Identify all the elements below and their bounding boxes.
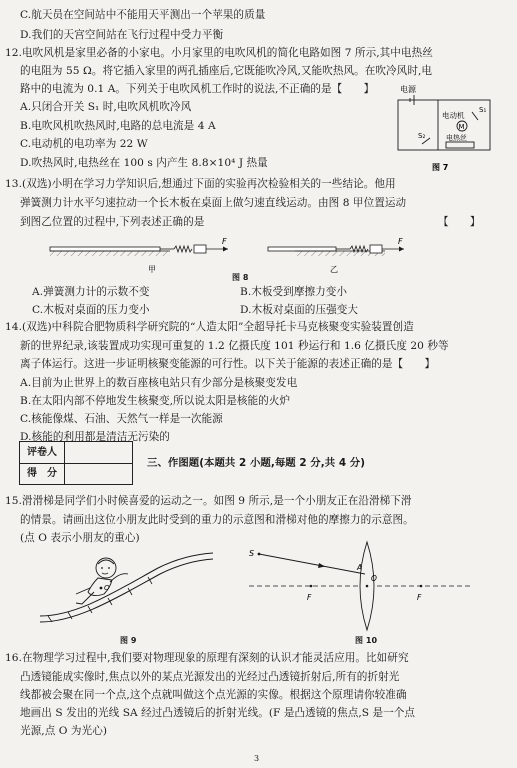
fig10-f-left-label: F bbox=[307, 593, 312, 602]
q12-stem-line1: 12.电吹风机是家里必备的小家电。小月家里的电吹风机的简化电路如图 7 所示,其中电热丝 bbox=[5, 47, 433, 59]
q13-stem-line2: 弹簧测力计水平匀速拉动一个长木板在桌面上做匀速直线运动。由图 8 甲位置运动 bbox=[20, 197, 407, 209]
figure-7-caption: 图 7 bbox=[432, 163, 449, 172]
figure-9-caption: 图 9 bbox=[120, 636, 137, 645]
child-head-icon bbox=[96, 558, 116, 578]
focus-right-point bbox=[420, 585, 423, 588]
switch-s2-label: S₂ bbox=[418, 132, 426, 140]
q12-option-b: B.电吹风机吹热风时,电路的总电流是 4 A bbox=[20, 120, 216, 132]
q14-option-d: D.核能的利用都是清洁无污染的 bbox=[20, 431, 170, 443]
q14-option-b: B.在太阳内部不停地发生核聚变,所以说太阳是核能的火炉 bbox=[20, 395, 291, 407]
q16-stem-line3: 线都被会聚在同一个点,这个点就叫做这个点光源的实像。根据这个原理请你较准确 bbox=[20, 689, 407, 701]
q13-option-a: A.弹簧测力计的示数不变 bbox=[32, 286, 150, 298]
q14-option-c: C.核能像煤、石油、天然气一样是一次能源 bbox=[20, 413, 223, 425]
fig10-f-right-label: F bbox=[417, 593, 422, 602]
q16-stem-line4: 地画出 S 发出的光线 SA 经过凸透镜后的折射光线。(F 是凸透镜的焦点,S 是一个点 bbox=[20, 707, 416, 719]
fig10-a-label: A bbox=[357, 563, 363, 572]
circuit-motor-label: 电动机 bbox=[442, 111, 465, 120]
circuit-heater-label: 电热丝 bbox=[446, 134, 467, 142]
fig8-force-label-yi: F bbox=[398, 237, 403, 246]
q13-answer-bracket: 【 】 bbox=[438, 216, 481, 228]
q12-option-c: C.电动机的电功率为 22 W bbox=[20, 138, 148, 150]
q12-stem-line2: 的电阻为 55 Ω。将它插入家里的两孔插座后,它既能吹冷风,又能吹热风。在吹冷风时,电 bbox=[20, 65, 433, 77]
page-number: 3 bbox=[254, 754, 260, 763]
force-arrow-icon bbox=[223, 247, 228, 252]
q15-stem-line3: (点 O 表示小朋友的重心) bbox=[20, 532, 140, 544]
fig9-o-label: O bbox=[104, 584, 110, 592]
optical-center-point bbox=[366, 585, 369, 588]
force-arrow-icon bbox=[399, 247, 404, 252]
fig8-label-yi: 乙 bbox=[330, 265, 338, 274]
figure-10-caption: 图 10 bbox=[355, 636, 378, 645]
focus-left-point bbox=[310, 585, 313, 588]
fig10-o-label: O bbox=[371, 574, 377, 583]
point-source-s bbox=[258, 553, 261, 556]
fig8-force-label-jia: F bbox=[222, 237, 227, 246]
q13-stem-line3: 到图乙位置的过程中,下列表述正确的是 bbox=[20, 216, 205, 228]
motor-symbol-icon: M bbox=[458, 123, 465, 131]
q12-option-d: D.吹热风时,电热丝在 100 s 内产生 8.8×10⁴ J 热量 bbox=[20, 157, 268, 169]
q13-stem-line1: 13.(双选)小明在学习力学知识后,想通过下面的实验再次检验相关的一些结论。他用 bbox=[5, 178, 396, 190]
ray-arrow-icon bbox=[318, 563, 325, 568]
reviewer-label: 评卷人 bbox=[20, 442, 65, 463]
q13-option-d: D.木板对桌面的压强变大 bbox=[240, 304, 359, 316]
figure-8-spring-scale bbox=[40, 230, 460, 282]
q14-stem-line1: 14.(双选)中科院合肥物质科学研究院的“人造太阳”全超导托卡马克核聚变实验装置创造 bbox=[5, 321, 414, 333]
q16-stem-line5: 光源,点 O 为光心) bbox=[20, 725, 108, 737]
q12-stem-line3: 路中的电流为 0.1 A。下列关于电吹风机工作时的说法,不正确的是【 】 bbox=[20, 83, 375, 95]
q13-option-b: B.木板受到摩擦力变小 bbox=[240, 286, 348, 298]
q14-stem-line2: 新的世界纪录,该装置成功实现可重复的 1.2 亿摄氏度 101 秒运行和 1.6 亿摄氏度 20 秒等 bbox=[20, 340, 449, 352]
section-3-title: 三、作图题(本题共 2 小题,每题 2 分,共 4 分) bbox=[147, 457, 366, 469]
figure-9-slide bbox=[38, 550, 218, 630]
q14-option-a: A.目前为止世界上的数百座核电站只有少部分是核聚变发电 bbox=[20, 377, 298, 389]
q11-option-c: C.航天员在空间站中不能用天平测出一个苹果的质量 bbox=[20, 9, 266, 21]
q13-option-c: C.木板对桌面的压力变小 bbox=[32, 304, 150, 316]
q12-option-a: A.只闭合开关 S₁ 时,电吹风机吹冷风 bbox=[20, 101, 192, 113]
switch-s1-label: S₁ bbox=[479, 106, 487, 114]
circuit-power-label: 电源 bbox=[400, 85, 416, 94]
figure-7-circuit bbox=[396, 82, 496, 174]
figure-8-caption: 图 8 bbox=[232, 273, 249, 282]
score-label: 得 分 bbox=[20, 463, 65, 484]
q16-stem-line1: 16.在物理学习过程中,我们要对物理现象的原理有深刻的认识才能灵活应用。比如研究 bbox=[5, 652, 409, 664]
q15-stem-line1: 15.滑滑梯是同学们小时候喜爱的运动之一。如图 9 所示,是一个小朋友正在沿滑梯下滑 bbox=[5, 495, 412, 507]
q16-stem-line2: 凸透镜能成实像时,焦点以外的某点光源发出的光经过凸透镜折射后,所有的折射光 bbox=[20, 671, 400, 683]
q15-stem-line2: 的情景。请画出这位小朋友此时受到的重力的示意图和滑梯对他的摩擦力的示意图。 bbox=[20, 514, 414, 526]
fig8-label-jia: 甲 bbox=[148, 265, 156, 274]
center-of-gravity-point bbox=[100, 587, 103, 590]
score-table bbox=[19, 441, 133, 485]
q14-stem-line3: 离子体运行。这进一步证明核聚变能源的可行性。以下关于能源的表述正确的是【 】 bbox=[20, 358, 436, 370]
fig10-s-label: S bbox=[249, 549, 255, 558]
ray-sa bbox=[259, 554, 365, 574]
figure-10-lens bbox=[245, 540, 475, 632]
q11-option-d: D.我们的天宫空间站在飞行过程中受力平衡 bbox=[20, 29, 224, 41]
